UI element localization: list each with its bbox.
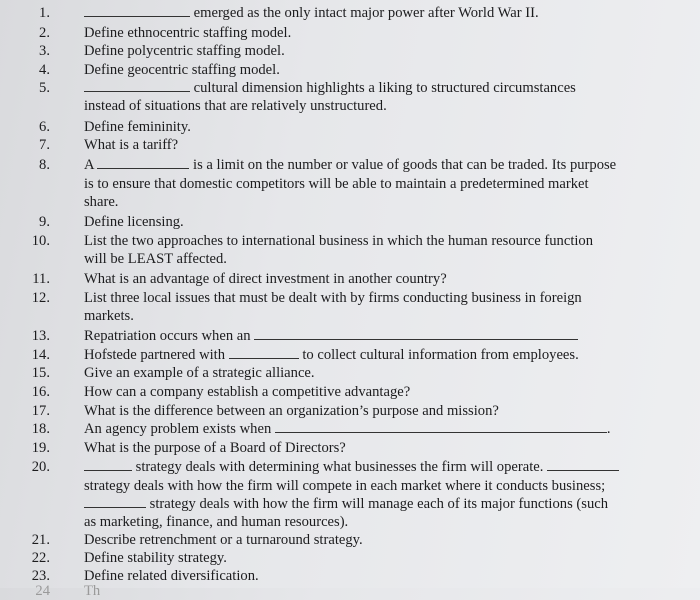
answer-blank — [84, 458, 132, 471]
answer-blank — [84, 495, 146, 508]
answer-blank — [229, 346, 299, 359]
answer-blank — [97, 156, 189, 169]
answer-blank — [547, 458, 619, 471]
answer-blank — [275, 420, 607, 433]
answer-blank — [84, 79, 190, 92]
question-sheet: 1. emerged as the only intact major power after World War II. 2. Define ethnocentric staffing model. 3. Define polycentric staffing model. 4. Define geocentric staffing model. 5. cultural dimension highlights a liking to structured circumstances instead of situations that are relatively unstructured. 6. Define femininity. 7. What is a tariff? 8. A is a limit on the number or value of goods that can be traded. Its purpose is to ensure that domestic competitors will be able to maintain a predetermined market share. 9. Define licensing. 10. List the two approaches to international business in which the human resource function will be LEAST affected. 11. What is an advantage of direct investment in another country? 12. List three local issues that must be dealt with by firms conducting business in foreign markets. 13. Repatriation occurs when an 14. Hofstede partnered with to collect cultural information from employees. 15. Give an example of a strategic alliance. 16. How can a company establish a competitive advantage? 17. What is the difference between an organization’s purpose and mission? 18. An agency problem exists when . 19. What is the purpose of a Board of Directors? 20. strategy deals with determining what businesses the firm will operate. strategy deals with how the firm will compete in each market where it conducts business; strategy deals with how the firm will manage each of its major functions (such as marketing, finance, and human resources). 21. Describe retrenchment or a turnaround strategy. 22. Define stability strategy. 23. Define related diversification. 24 Th — [0, 0, 700, 588]
answer-blank — [84, 4, 190, 17]
answer-blank — [254, 327, 578, 340]
